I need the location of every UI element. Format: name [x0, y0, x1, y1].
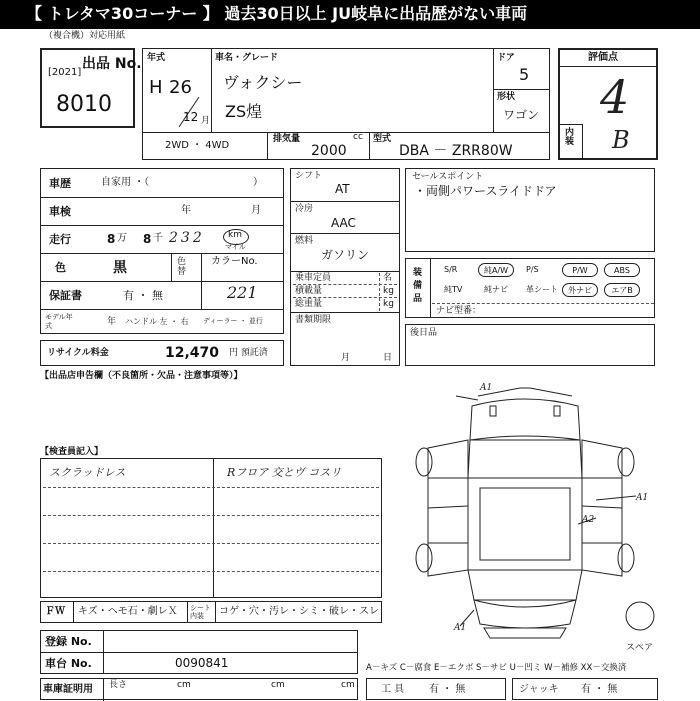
jack-box — [512, 678, 658, 700]
jack-label: ジャッキ — [519, 684, 559, 695]
score-value: 4 — [600, 70, 630, 124]
post-equipment-box — [405, 324, 655, 366]
garage-cm-2: cm — [271, 680, 285, 690]
year-month-suffix: 月 — [201, 116, 211, 126]
tools-value: 有 ・ 無 — [429, 684, 466, 695]
load-label: 積載量 — [295, 286, 323, 296]
diagram-mark-middle: A2 — [582, 515, 595, 525]
drive-value: 2WD ・ 4WD — [165, 140, 230, 151]
doors-value: 5 — [519, 65, 530, 84]
load-unit: kg — [383, 286, 394, 296]
year-value: 26 — [169, 77, 192, 98]
displacement-unit: cc — [353, 132, 363, 142]
interior-label: 内装 — [565, 128, 575, 147]
diagram-mirror-r — [554, 406, 560, 416]
ac-value: AAC — [331, 216, 356, 230]
diagram-mark-right: A1 — [636, 493, 649, 503]
damage-legend: A－キズ C－腐食 E－エクボ S－サビ U－凹ミ W－補修 XX－交換済 — [366, 663, 627, 673]
gross-label: 総重量 — [295, 299, 323, 309]
year-era: H — [149, 77, 163, 98]
fuel-label: 燃料 — [295, 236, 314, 246]
year-label: 年式 — [147, 53, 166, 63]
model-year-year: 年 — [107, 317, 117, 327]
recycle-label: リサイクル料金 — [47, 348, 109, 358]
form-subtitle: （複合機）対応用紙 — [44, 31, 126, 41]
exhibitor-notes-label: 【出品店申告欄（不良箇所・欠品・注意事項等）】 — [40, 371, 243, 381]
fuel-value: ガソリン — [321, 248, 370, 262]
shift-label: シフト — [295, 171, 323, 181]
lot-label: 出品 No. — [82, 56, 142, 72]
sales-point-box — [405, 168, 655, 252]
score-box — [558, 48, 658, 160]
garage-cm-3: cm — [341, 680, 355, 690]
registration-label: 登録 No. — [45, 635, 92, 648]
garage-label: 車庫証明用 — [43, 684, 93, 695]
history-label: 車歴 — [49, 177, 71, 190]
car-damage-diagram — [400, 378, 660, 648]
equipment-item: 外ナビ — [562, 283, 598, 297]
spare-label: スペア — [626, 643, 654, 653]
mileage-rest: 232 — [169, 230, 205, 246]
mileage-man-unit: 万 — [117, 233, 127, 244]
spare-tire-circle — [626, 602, 654, 630]
chassis-value: 0090841 — [175, 656, 229, 670]
garage-box — [40, 678, 358, 700]
history-value: 自家用 ・（ — [101, 177, 150, 188]
year-month: 12 — [183, 110, 199, 124]
equipment-label: 装備品 — [413, 268, 423, 304]
mileage-man: 8 — [107, 232, 116, 246]
diagram-wheel-fr — [618, 448, 634, 476]
reg-period-label: 書類期限 — [295, 315, 332, 325]
equipment-item: S/R — [444, 265, 458, 274]
diagram-windshield — [468, 440, 582, 478]
model-grade: ZS煌 — [225, 102, 263, 121]
fw-row-box — [40, 601, 382, 623]
model-name: ヴォクシー — [223, 73, 303, 92]
shift-value: AT — [335, 182, 350, 196]
diagram-wheel-rl — [416, 544, 432, 572]
equipment-item: 純A/W — [478, 263, 514, 277]
color-value: 黒 — [113, 260, 127, 276]
fw-value: キズ・ヘモ石・劇レＸ — [78, 606, 178, 617]
equipment-item: 革シート — [526, 285, 558, 294]
shape-value: ワゴン — [503, 108, 540, 122]
sales-point-label: セールスポイント — [412, 172, 484, 182]
tools-label: 工 具 — [381, 684, 405, 695]
fw-seat-label: シート内装 — [190, 604, 211, 620]
fw-seat-value: コゲ・穴・汚レ・シミ・破レ・スレ — [219, 606, 379, 617]
warranty-value: 有 ・ 無 — [123, 289, 163, 302]
diagram-rear-bumper — [484, 628, 566, 638]
equipment-item: 純TV — [444, 285, 463, 294]
diagram-tailgate — [474, 600, 576, 628]
jack-value: 有 ・ 無 — [581, 684, 618, 695]
displacement-label: 排気量 — [273, 134, 301, 144]
diagram-hood — [470, 399, 580, 440]
type-value: DBA － ZRR80W — [399, 143, 513, 159]
type-label: 型式 — [373, 134, 392, 144]
model-year-label: モデル年式 — [45, 313, 73, 330]
diagram-mark-top: A1 — [480, 383, 493, 393]
color-code: 221 — [227, 283, 258, 302]
equipment-item: P/S — [526, 265, 539, 274]
spec-box — [290, 168, 400, 366]
header-banner — [0, 0, 700, 29]
gross-unit: kg — [383, 299, 394, 309]
banner-text: 【 トレタマ30コーナー 】 過去30日以上 JU岐阜に出品歴がない車両 — [26, 4, 528, 23]
details-box — [40, 168, 284, 334]
shape-label: 形状 — [497, 92, 516, 102]
equipment-item: P/W — [562, 263, 598, 277]
inspector-note-left: スクラッドレス — [49, 466, 126, 479]
mileage-unit-mile: マイル — [225, 243, 246, 251]
diagram-wheel-fl — [416, 448, 432, 476]
reg-period-day: 日 — [383, 353, 393, 363]
doors-label: ドア — [497, 53, 515, 63]
garage-length: 長さ — [109, 680, 128, 690]
mileage-unit-km: km — [228, 230, 242, 240]
vehicle-info-box — [142, 48, 550, 160]
recycle-unit: 円 預託済 — [229, 348, 268, 358]
interior-value: B — [612, 126, 630, 154]
displacement-value: 2000 — [311, 143, 347, 159]
diagram-rear-glass — [468, 570, 582, 600]
tools-box — [366, 678, 506, 700]
registration-box — [40, 630, 358, 674]
lot-year-tag: [2021] — [48, 67, 82, 78]
riders-label: 乗車定員 — [295, 273, 332, 283]
inspection-year: 年 — [181, 205, 191, 216]
diagram-roof — [468, 478, 582, 570]
equipment-box — [405, 258, 655, 318]
post-equipment-label: 後日品 — [410, 328, 438, 338]
inspection-month: 月 — [251, 205, 261, 216]
model-year-handle: ハンドル 左 ・ 右 — [125, 317, 189, 326]
navi-model-label: ナビ型番： — [436, 306, 482, 316]
diagram-roof-panel — [480, 488, 570, 560]
inspector-label: 【検査員記入】 — [40, 447, 104, 457]
color-swap-label: 色替 — [177, 257, 187, 277]
equipment-item: ABS — [604, 263, 640, 277]
chassis-label: 車台 No. — [45, 657, 92, 670]
mileage-label: 走行 — [49, 233, 71, 246]
mileage-sen: 8 — [143, 232, 152, 246]
inspection-label: 車検 — [49, 205, 71, 218]
color-code-label: カラーNo. — [211, 256, 258, 267]
score-label: 評価点 — [588, 52, 618, 63]
equipment-item: 純ナビ — [484, 285, 508, 294]
model-label: 車名・グレード — [215, 53, 279, 63]
equipment-item: エアB — [604, 283, 640, 297]
recycle-box — [40, 340, 284, 366]
reg-period-month: 月 — [341, 353, 351, 363]
garage-cm-1: cm — [177, 680, 191, 690]
warranty-label: 保証書 — [49, 289, 82, 302]
riders-unit: 名 — [383, 273, 393, 283]
lot-number: 8010 — [56, 92, 112, 117]
diagram-wheel-rr — [618, 544, 634, 572]
diagram-mirror-l — [490, 406, 496, 416]
color-label: 色 — [55, 261, 66, 274]
mileage-sen-unit: 千 — [153, 233, 163, 244]
model-year-dealer: ディーラー ・ 並行 — [203, 317, 263, 325]
lot-number-box — [40, 48, 142, 128]
history-close: ） — [253, 177, 263, 188]
ac-label: 冷房 — [295, 204, 314, 214]
inspector-notes-box — [40, 458, 382, 598]
inspector-note-right: Rフロア 交とヴ コスリ — [227, 466, 342, 479]
diagram-mark-bottom: A1 — [454, 623, 467, 633]
fw-label: ＦＷ — [45, 606, 65, 617]
recycle-value: 12,470 — [165, 345, 220, 361]
sales-point-value: ・両側パワースライドドア — [414, 184, 557, 198]
